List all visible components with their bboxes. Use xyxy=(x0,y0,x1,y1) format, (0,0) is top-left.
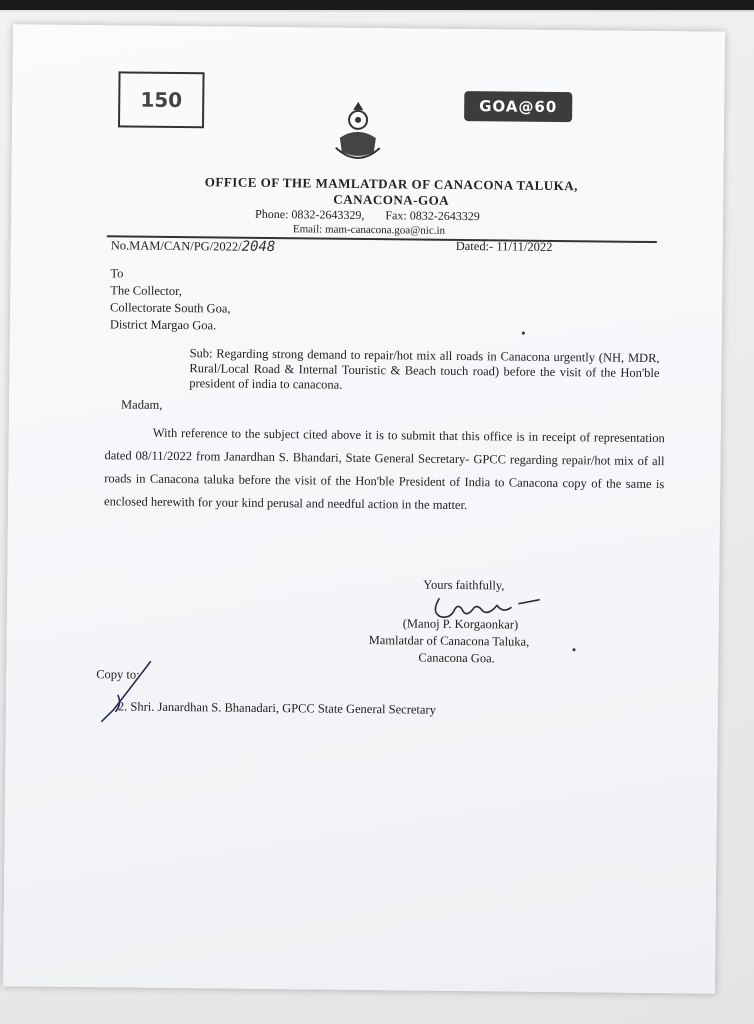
copy-recipient-1: 2. Shri. Janardhan S. Bhanadari, GPCC State General Secretary xyxy=(117,699,436,717)
signatory-designation: Mamlatdar of Canacona Taluka, xyxy=(368,633,530,649)
anniversary-logo: 150 xyxy=(118,71,205,128)
reference-number-handwritten: 2048 xyxy=(241,238,276,256)
addressee-block xyxy=(110,265,231,334)
fax-number: Fax: 0832-2643329 xyxy=(385,208,480,224)
addressee-to: To xyxy=(110,266,124,281)
office-heading xyxy=(191,174,591,210)
contact-email: Email: mam-canacona.goa@nic.in xyxy=(292,223,446,237)
salutation: Madam, xyxy=(121,397,163,412)
office-title-line1: OFFICE OF THE MAMLATDAR OF CANACONA TALUKA, xyxy=(204,174,579,194)
addressee-line3: District Margao Goa. xyxy=(109,317,217,333)
state-emblem-icon xyxy=(330,98,387,169)
phone-number: Phone: 0832-2643329, xyxy=(255,206,365,222)
handwritten-signature-icon xyxy=(427,593,547,626)
letter-body-text: With reference to the subject cited above it is to submit that this office is in receipt of representation dated 08/11/2022 from Janardhan S. Bhandari, State General Secretary- GPCC regarding repair/hot mix of all roads in Canacona taluka before the visit of the Hon'ble President of India to Canacona copy of the same is enclosed herewith for your kind perusal and needful action in the matter. xyxy=(103,425,665,513)
stray-mark xyxy=(522,332,525,335)
letter-body xyxy=(104,421,665,519)
goa-at-60-logo: GOA@60 xyxy=(464,91,572,122)
office-title-line2: CANACONA-GOA xyxy=(333,191,450,208)
reference-number xyxy=(111,237,276,255)
addressee-line2: Collectorate South Goa, xyxy=(110,300,231,316)
signatory-place: Canacona Goa. xyxy=(418,650,495,666)
reference-number-printed: No.MAM/CAN/PG/2022/ xyxy=(110,238,242,254)
copy-to-label: Copy to: xyxy=(96,667,140,682)
stray-mark xyxy=(573,648,576,651)
subject-line: Sub: Regarding strong demand to repair/hot mix all roads in Canacona urgently (NH, MDR, Rural/Local Road & Internal Touristic & Beach touch road) before the visit of the Hon'ble president of india to canacona. xyxy=(189,346,660,392)
closing-phrase: Yours faithfully, xyxy=(423,577,505,593)
contact-phone-fax xyxy=(255,207,480,224)
signatory-name: (Manoj P. Korgaonkar) xyxy=(402,616,519,632)
letter-date: Dated:- 11/11/2022 xyxy=(455,238,553,254)
handwritten-tick-icon xyxy=(94,659,155,730)
letter-page xyxy=(3,24,725,993)
addressee-line1: The Collector, xyxy=(110,283,183,299)
